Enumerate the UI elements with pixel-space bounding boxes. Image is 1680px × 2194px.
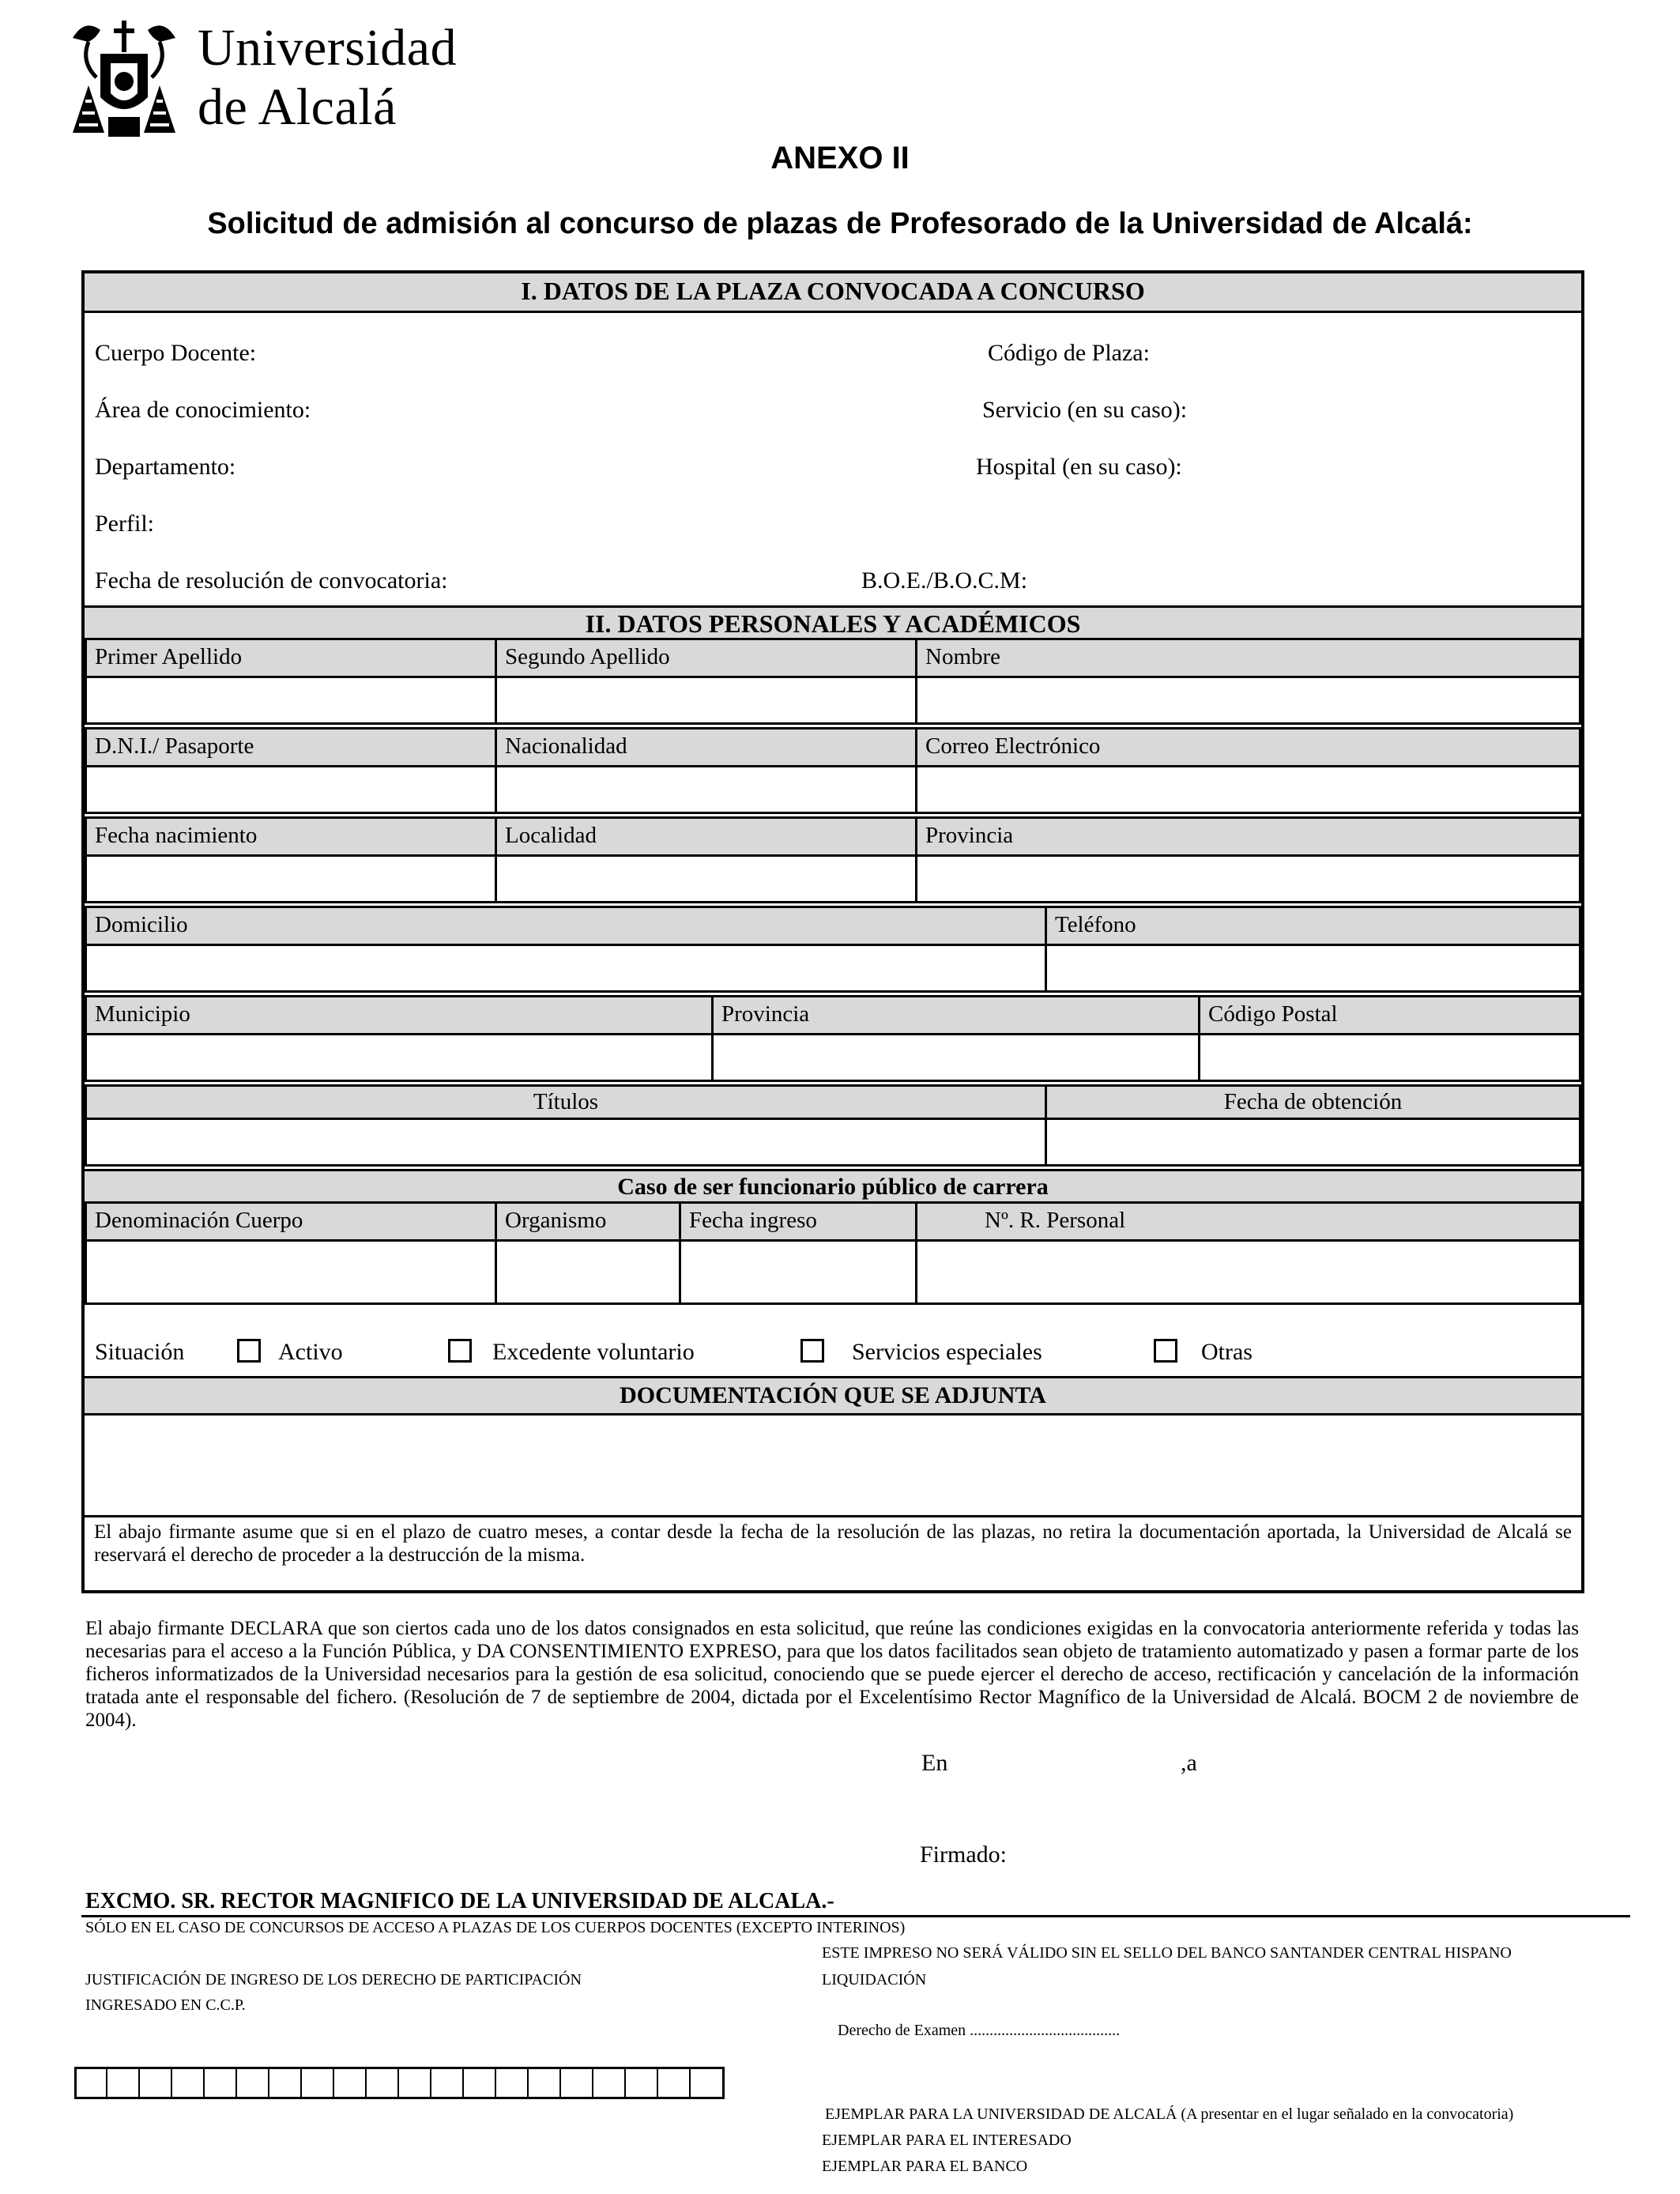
perfil-label: Perfil:	[95, 511, 154, 537]
solo-caso-text: SÓLO EN EL CASO DE CONCURSOS DE ACCESO A PLAZAS DE LOS CUERPOS DOCENTES (EXCEPTO INTERINOS)	[85, 1919, 906, 1936]
nombre-label: Nombre	[915, 638, 1581, 678]
domicilio-input[interactable]	[85, 944, 1047, 993]
municipio-input[interactable]	[85, 1033, 714, 1082]
provincia2-input[interactable]	[711, 1033, 1200, 1082]
provincia2-label: Provincia	[711, 995, 1200, 1035]
activo-label: Activo	[278, 1339, 343, 1365]
fecha-nacimiento-input[interactable]	[85, 854, 497, 903]
form-subtitle: Solicitud de admisión al concurso de plazas de Profesorado de la Universidad de Alcalá:	[207, 207, 1473, 240]
denominacion-cuerpo-label: Denominación Cuerpo	[85, 1201, 497, 1242]
ccp-number-boxes[interactable]	[74, 2067, 725, 2098]
denominacion-cuerpo-input[interactable]	[85, 1239, 497, 1305]
section1-title: I. DATOS DE LA PLAZA CONVOCADA A CONCURSO	[85, 273, 1581, 313]
coat-of-arms-icon	[65, 14, 183, 141]
departamento-label: Departamento:	[95, 454, 236, 480]
fecha-ingreso-input[interactable]	[679, 1239, 917, 1305]
servicio-label: Servicio (en su caso):	[982, 397, 1188, 423]
codigo-postal-label: Código Postal	[1198, 995, 1581, 1035]
primer-apellido-label: Primer Apellido	[85, 638, 497, 678]
segundo-apellido-input[interactable]	[495, 676, 917, 725]
justificacion-text-1: JUSTIFICACIÓN DE INGRESO DE LOS DERECHO DE PARTICIPACIÓN	[85, 1971, 582, 1989]
place-en-label: En	[921, 1750, 948, 1776]
titulos-input[interactable]	[85, 1118, 1047, 1167]
logo-line1: Universidad	[198, 19, 458, 77]
annex-title: ANEXO II	[770, 141, 910, 175]
funcionario-title: Caso de ser funcionario público de carrera	[85, 1169, 1581, 1204]
telefono-input[interactable]	[1045, 944, 1581, 993]
notice-divider	[85, 1515, 1581, 1517]
nr-personal-label: Nº. R. Personal	[915, 1201, 1581, 1242]
otras-label: Otras	[1201, 1339, 1252, 1365]
area-label: Área de conocimiento:	[95, 397, 311, 423]
correo-input[interactable]	[915, 765, 1581, 814]
rector-underline	[81, 1915, 1630, 1917]
nombre-input[interactable]	[915, 676, 1581, 725]
fecha-nacimiento-label: Fecha nacimiento	[85, 816, 497, 857]
documentacion-title: DOCUMENTACIÓN QUE SE ADJUNTA	[85, 1376, 1581, 1416]
logo-line2: de Alcalá	[198, 78, 397, 136]
dni-input[interactable]	[85, 765, 497, 814]
hospital-label: Hospital (en su caso):	[976, 454, 1182, 480]
codigo-postal-input[interactable]	[1198, 1033, 1581, 1082]
segundo-apellido-label: Segundo Apellido	[495, 638, 917, 678]
provincia-input[interactable]	[915, 854, 1581, 903]
municipio-label: Municipio	[85, 995, 714, 1035]
cuerpo-docente-label: Cuerpo Docente:	[95, 340, 257, 366]
domicilio-label: Domicilio	[85, 906, 1047, 946]
university-logo	[65, 14, 183, 141]
primer-apellido-input[interactable]	[85, 676, 497, 725]
documentacion-area[interactable]	[85, 1416, 1581, 1515]
boe-label: B.O.E./B.O.C.M:	[861, 567, 1028, 594]
justificacion-text-2: INGRESADO EN C.C.P.	[85, 1996, 246, 2014]
firmado-label: Firmado:	[920, 1842, 1007, 1868]
nr-personal-input[interactable]	[915, 1239, 1581, 1305]
impreso-text-2: LIQUIDACIÓN	[822, 1971, 927, 1989]
fecha-obtencion-input[interactable]	[1045, 1118, 1581, 1167]
impreso-text-1: ESTE IMPRESO NO SERÁ VÁLIDO SIN EL SELLO DEL BANCO SANTANDER CENTRAL HISPANO	[822, 1944, 1512, 1962]
fecha-obtencion-label: Fecha de obtención	[1045, 1084, 1581, 1120]
fecha-resolucion-label: Fecha de resolución de convocatoria:	[95, 567, 448, 594]
place-a-label: ,a	[1181, 1750, 1197, 1776]
codigo-plaza-label: Código de Plaza:	[988, 340, 1150, 366]
section2-title: II. DATOS PERSONALES Y ACADÉMICOS	[85, 605, 1581, 640]
provincia-label: Provincia	[915, 816, 1581, 857]
organismo-label: Organismo	[495, 1201, 681, 1242]
otras-checkbox[interactable]	[1154, 1339, 1177, 1363]
declaration-text: El abajo firmante DECLARA que son ciertos cada uno de los datos consignados en esta solicitud, que reúne las condiciones exigidas en la convocatoria anteriormente referida y todas las necesarias para el acceso a la Función Pública, y DA CONSENTIMIENTO EXPRESO, para que los datos facilitados sean objeto de tratamiento automatizado y pasen a formar parte de los ficheros informatizados de la Universidad necesarios para la gestión de esa solicitud, conociendo que se puede ejercer el derecho de acceso, rectificación y cancelación de la información tratada ante el responsable del fichero. (Resolución de 7 de septiembre de 2004, dictada por el Excelentísimo Rector Magnífico de la Universidad de Alcalá. BOCM 2 de noviembre de 2004).	[85, 1618, 1579, 1731]
organismo-input[interactable]	[495, 1239, 681, 1305]
excedente-label: Excedente voluntario	[492, 1339, 695, 1365]
nacionalidad-input[interactable]	[495, 765, 917, 814]
localidad-input[interactable]	[495, 854, 917, 903]
servicios-especiales-label: Servicios especiales	[852, 1339, 1042, 1365]
derecho-examen-text: Derecho de Examen ......................................	[838, 2022, 1121, 2039]
application-form	[81, 270, 1584, 1593]
situacion-label: Situación	[95, 1339, 185, 1365]
fecha-ingreso-label: Fecha ingreso	[679, 1201, 917, 1242]
ejemplar-universidad-text: EJEMPLAR PARA LA UNIVERSIDAD DE ALCALÁ (A presentar en el lugar señalado en la convocatoria)	[825, 2105, 1514, 2123]
titulos-label: Títulos	[85, 1084, 1047, 1120]
ejemplar-interesado-text: EJEMPLAR PARA EL INTERESADO	[822, 2132, 1072, 2149]
documentacion-notice: El abajo firmante asume que si en el plazo de cuatro meses, a contar desde la fecha de la resolución de las plazas, no retira la documentación aportada, la Universidad de Alcalá se reservará el derecho de proceder a la destrucción de la misma.	[94, 1521, 1572, 1566]
excedente-checkbox[interactable]	[448, 1339, 472, 1363]
ejemplar-banco-text: EJEMPLAR PARA EL BANCO	[822, 2158, 1028, 2175]
telefono-label: Teléfono	[1045, 906, 1581, 946]
localidad-label: Localidad	[495, 816, 917, 857]
activo-checkbox[interactable]	[237, 1339, 261, 1363]
dni-label: D.N.I./ Pasaporte	[85, 727, 497, 767]
rector-address: EXCMO. SR. RECTOR MAGNIFICO DE LA UNIVERSIDAD DE ALCALA.-	[85, 1889, 834, 1913]
ccp-boxes-grid	[74, 2067, 725, 2100]
nacionalidad-label: Nacionalidad	[495, 727, 917, 767]
correo-label: Correo Electrónico	[915, 727, 1581, 767]
servicios-especiales-checkbox[interactable]	[800, 1339, 824, 1363]
